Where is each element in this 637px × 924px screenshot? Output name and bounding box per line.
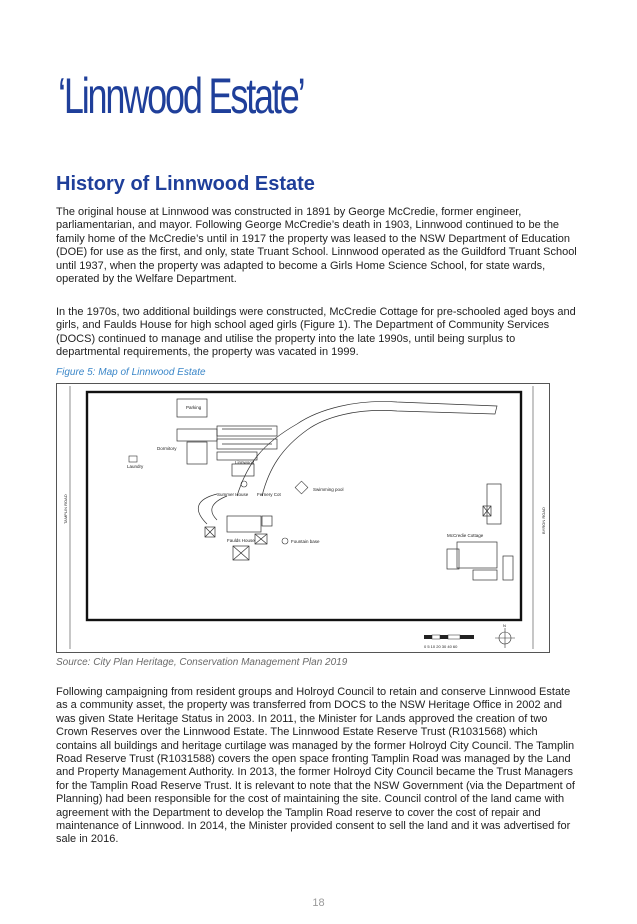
scale-bar: [424, 635, 474, 639]
laundry-label: Laundry: [127, 464, 144, 469]
estate-boundary: [87, 392, 521, 620]
mccredie-cottage-label: McCredie Cottage: [447, 533, 484, 538]
paragraph-history-3: Following campaigning from resident groups and Holroyd Council to retain and conserve Linnwood Estate as a community asset, the property was transferred from DOCS to the NSW Heritage Office in 2002 and was given State Heritage Status in 2003. In 2011, the Minister for Lands approved the creation of two Crown Reserves over the Linnwood Estate. The Linnwood Estate Reserve Trust (R1031568) which contains all buildings and heritage curtilage was managed by the former Holroyd City Council. The Tamplin Road Reserve Trust (R1031588) covers the open space fronting Tamplin Road was managed by the Land and Property Management Authority. In 2013, the former Holroyd City Council became the Trust Managers for the Tamplin Road Reserve Trust. It is relevant to note that the NSW Government (via the Department of Planning) had been responsible for the cost of maintaining the site. Council control of the land came with agreement with the Department to develop the Tamplin Road reserve to cover the cost of repair and maintenance of Linnwood. In 2014, the Minister provided consent to sell the land and it was advertised for sale in 2016.: [56, 686, 575, 846]
driveway-south: [198, 494, 217, 524]
dormitory-label: Dormitory: [157, 446, 177, 451]
byron-road-label: BYRON ROAD: [541, 507, 546, 534]
tamplin-road-label: TAMPLIN ROAD: [63, 494, 68, 524]
linnwood-label: Linnwood: [235, 460, 255, 465]
figure-title: Figure 5: Map of Linnwood Estate: [56, 367, 206, 378]
page-number: 18: [312, 897, 325, 909]
summer-house-label: Summer House: [217, 492, 249, 497]
scale-bar-label: 0 5 10 20 30 40 60: [424, 644, 458, 649]
summer-house-symbol: [241, 481, 247, 487]
north-arrow-icon: [495, 628, 515, 648]
fountain-base-symbol: [282, 538, 288, 544]
fountain-base-label: Fountain base: [291, 539, 320, 544]
fernery-label: Fernery Cot: [257, 492, 281, 497]
figure-source: Source: City Plan Heritage, Conservation Management Plan 2019: [56, 657, 348, 668]
north-label: N: [503, 623, 506, 628]
swimming-pool: [295, 481, 308, 494]
laundry-building: [129, 456, 137, 462]
swimming-pool-label: Swimming pool: [313, 487, 344, 492]
paragraph-history-2: In the 1970s, two additional buildings were constructed, McCredie Cottage for pre-schooled aged boys and girls, and Faulds House for high school aged girls (Figure 1). The Department of Community Services (DOCS) continued to manage and utilise the property into the late 1990s, until being surplus to departmental requirements, the property was vacated in 1999.: [56, 306, 576, 359]
parking-label: Parking: [186, 405, 202, 410]
faulds-house-label: Faulds House: [227, 538, 255, 543]
estate-map-drawing: [57, 384, 549, 652]
estate-map: [56, 383, 550, 653]
page-title: ‘Linnwood Estate’: [58, 68, 304, 124]
paragraph-history-1: The original house at Linnwood was constructed in 1891 by George McCredie, former engineer, parliamentarian, and mayor. Following George McCredie’s death in 1903, Linnwood continued to be the family home of the McCredie’s until in 1917 the property was leased to the NSW Department of Education (DOE) for use as the first, and only, state Truant School. Linnwood operated as the Guildford Truant School until 1937, when the property was adapted to become a Girls Home Science School, for state wards, operated by the Welfare Department.: [56, 206, 577, 286]
section-heading: History of Linnwood Estate: [56, 173, 315, 195]
mccredie-cottage: [447, 484, 513, 580]
driveway-south-inner: [212, 496, 227, 520]
